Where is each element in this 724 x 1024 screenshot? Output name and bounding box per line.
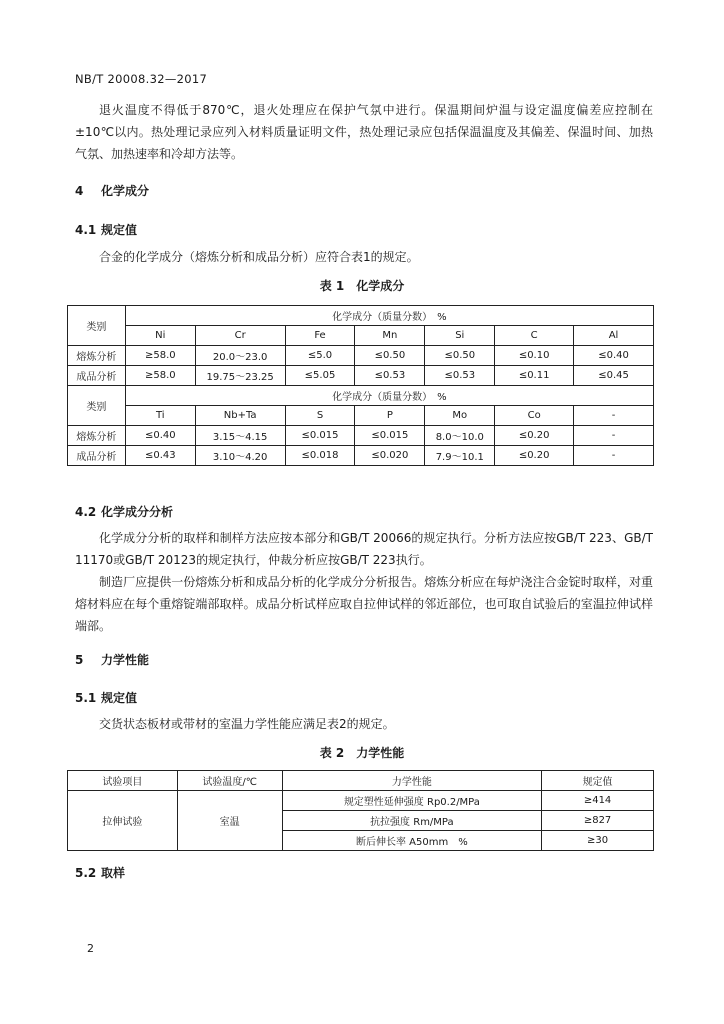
element-header: Fe: [285, 326, 355, 346]
mechanical-properties-table: [67, 770, 654, 851]
table-cell: 19.75～23.25: [195, 366, 285, 386]
section-4-2-heading: [75, 503, 173, 520]
element-header: Ni: [125, 326, 195, 346]
element-header: Ti: [125, 406, 195, 426]
property-name-cell: 抗拉强度 Rm/MPa: [282, 811, 542, 831]
test-temperature-cell: 室温: [177, 791, 282, 851]
table-row: [68, 446, 654, 466]
table-cell: ≥58.0: [125, 366, 195, 386]
intro-paragraph: 退火温度不得低于870℃，退火处理应在保护气氛中进行。保温期间炉温与设定温度偏差应控制在±10℃以内。热处理记录应列入材料质量证明文件，热处理记录应包括保温温度及其偏差、保温时间、加热气氛、加热速率和冷却方法等。: [75, 103, 653, 161]
row-label: 熔炼分析: [68, 426, 126, 446]
row-label: 熔炼分析: [68, 346, 126, 366]
table-header: 试验项目: [68, 771, 178, 791]
table-header: 力学性能: [282, 771, 542, 791]
element-header: Al: [574, 326, 654, 346]
section-5-number: 5: [75, 653, 84, 667]
property-value-cell: ≥414: [542, 791, 654, 811]
table-cell: ≤0.40: [574, 346, 654, 366]
element-header: Co: [495, 406, 574, 426]
section-5-title: 力学性能: [101, 653, 150, 667]
table-cell: 7.9～10.1: [425, 446, 495, 466]
section-4-heading: [75, 182, 149, 199]
table-cell: -: [574, 446, 654, 466]
table-cell: ≤0.50: [425, 346, 495, 366]
table-cell: 8.0～10.0: [425, 426, 495, 446]
table-header: 试验温度/℃: [177, 771, 282, 791]
table-cell: ≤0.11: [495, 366, 574, 386]
element-header: Cr: [195, 326, 285, 346]
element-header: P: [355, 406, 425, 426]
table-cell: ≤0.45: [574, 366, 654, 386]
table-cell: ≥58.0: [125, 346, 195, 366]
page-number: 2: [87, 942, 94, 955]
element-header: Si: [425, 326, 495, 346]
section-4-number: 4: [75, 184, 84, 198]
composition-group-header: 化学成分（质量分数） %: [125, 386, 653, 406]
section-5-2-number: 5.2: [75, 866, 97, 880]
element-header: Mn: [355, 326, 425, 346]
table-cell: ≤5.0: [285, 346, 355, 366]
table-row: [68, 366, 654, 386]
table-cell: ≤5.05: [285, 366, 355, 386]
table-cell: ≤0.50: [355, 346, 425, 366]
section-5-heading: [75, 651, 149, 668]
section-4-2-paragraph-1: 化学成分分析的取样和制样方法应按本部分和GB/T 20066的规定执行。分析方法应按GB/T 223、GB/T 11170或GB/T 20123的规定执行，仲裁分析应按GB/T 223执行。: [75, 531, 653, 567]
element-header: S: [285, 406, 355, 426]
table-cell: 3.15～4.15: [195, 426, 285, 446]
section-4-1-number: 4.1: [75, 223, 97, 237]
table-cell: ≤0.015: [355, 426, 425, 446]
element-header: C: [495, 326, 574, 346]
table-2-caption: 表 2 力学性能: [319, 746, 405, 760]
table-cell: ≤0.10: [495, 346, 574, 366]
table-cell: ≤0.20: [495, 426, 574, 446]
table-row: [68, 426, 654, 446]
property-value-cell: ≥827: [542, 811, 654, 831]
table-cell: 3.10～4.20: [195, 446, 285, 466]
table-cell: ≤0.53: [425, 366, 495, 386]
table-cell: ≤0.53: [355, 366, 425, 386]
table-cell: ≤0.20: [495, 446, 574, 466]
element-header: -: [574, 406, 654, 426]
section-4-2-paragraph-2: 制造厂应提供一份熔炼分析和成品分析的化学成分分析报告。熔炼分析应在每炉浇注合金锭时取样，对重熔材料应在每个重熔锭端部取样。成品分析试样应取自拉伸试样的邻近部位，也可取自试验后的室温拉伸试样端部。: [75, 575, 653, 633]
section-5-1-number: 5.1: [75, 691, 97, 705]
element-header: Mo: [425, 406, 495, 426]
table-cell: 20.0～23.0: [195, 346, 285, 366]
section-5-1-text: 交货状态板材或带材的室温力学性能应满足表2的规定。: [99, 717, 395, 731]
section-4-2-number: 4.2: [75, 505, 97, 519]
table-1-caption: 表 1 化学成分: [319, 279, 405, 293]
table-header: 规定值: [542, 771, 654, 791]
composition-group-header: 化学成分（质量分数） %: [125, 306, 653, 326]
row-label: 成品分析: [68, 446, 126, 466]
row-label: 成品分析: [68, 366, 126, 386]
table-row: [68, 346, 654, 366]
table-cell: ≤0.020: [355, 446, 425, 466]
section-5-2-heading: [75, 864, 125, 881]
section-5-1-title: 规定值: [101, 691, 138, 705]
section-4-2-title: 化学成分分析: [101, 505, 174, 519]
table-cell: -: [574, 426, 654, 446]
section-4-1-heading: [75, 221, 137, 238]
section-5-2-title: 取样: [101, 866, 126, 880]
section-4-title: 化学成分: [101, 184, 150, 198]
property-name-cell: 断后伸长率 A50mm %: [282, 831, 542, 851]
category-header: 类别: [68, 386, 126, 426]
table-cell: ≤0.015: [285, 426, 355, 446]
table-row: [68, 791, 654, 811]
table-cell: ≤0.40: [125, 426, 195, 446]
property-name-cell: 规定塑性延伸强度 Rp0.2/MPa: [282, 791, 542, 811]
element-header: Nb+Ta: [195, 406, 285, 426]
table-cell: ≤0.43: [125, 446, 195, 466]
section-4-1-text: 合金的化学成分（熔炼分析和成品分析）应符合表1的规定。: [99, 250, 419, 264]
chemical-composition-table: [67, 305, 654, 466]
property-value-cell: ≥30: [542, 831, 654, 851]
table-cell: ≤0.018: [285, 446, 355, 466]
section-5-1-heading: [75, 689, 137, 706]
section-4-1-title: 规定值: [101, 223, 138, 237]
test-item-cell: 拉伸试验: [68, 791, 178, 851]
category-header: 类别: [68, 306, 126, 346]
standard-number: NB/T 20008.32—2017: [75, 72, 208, 86]
